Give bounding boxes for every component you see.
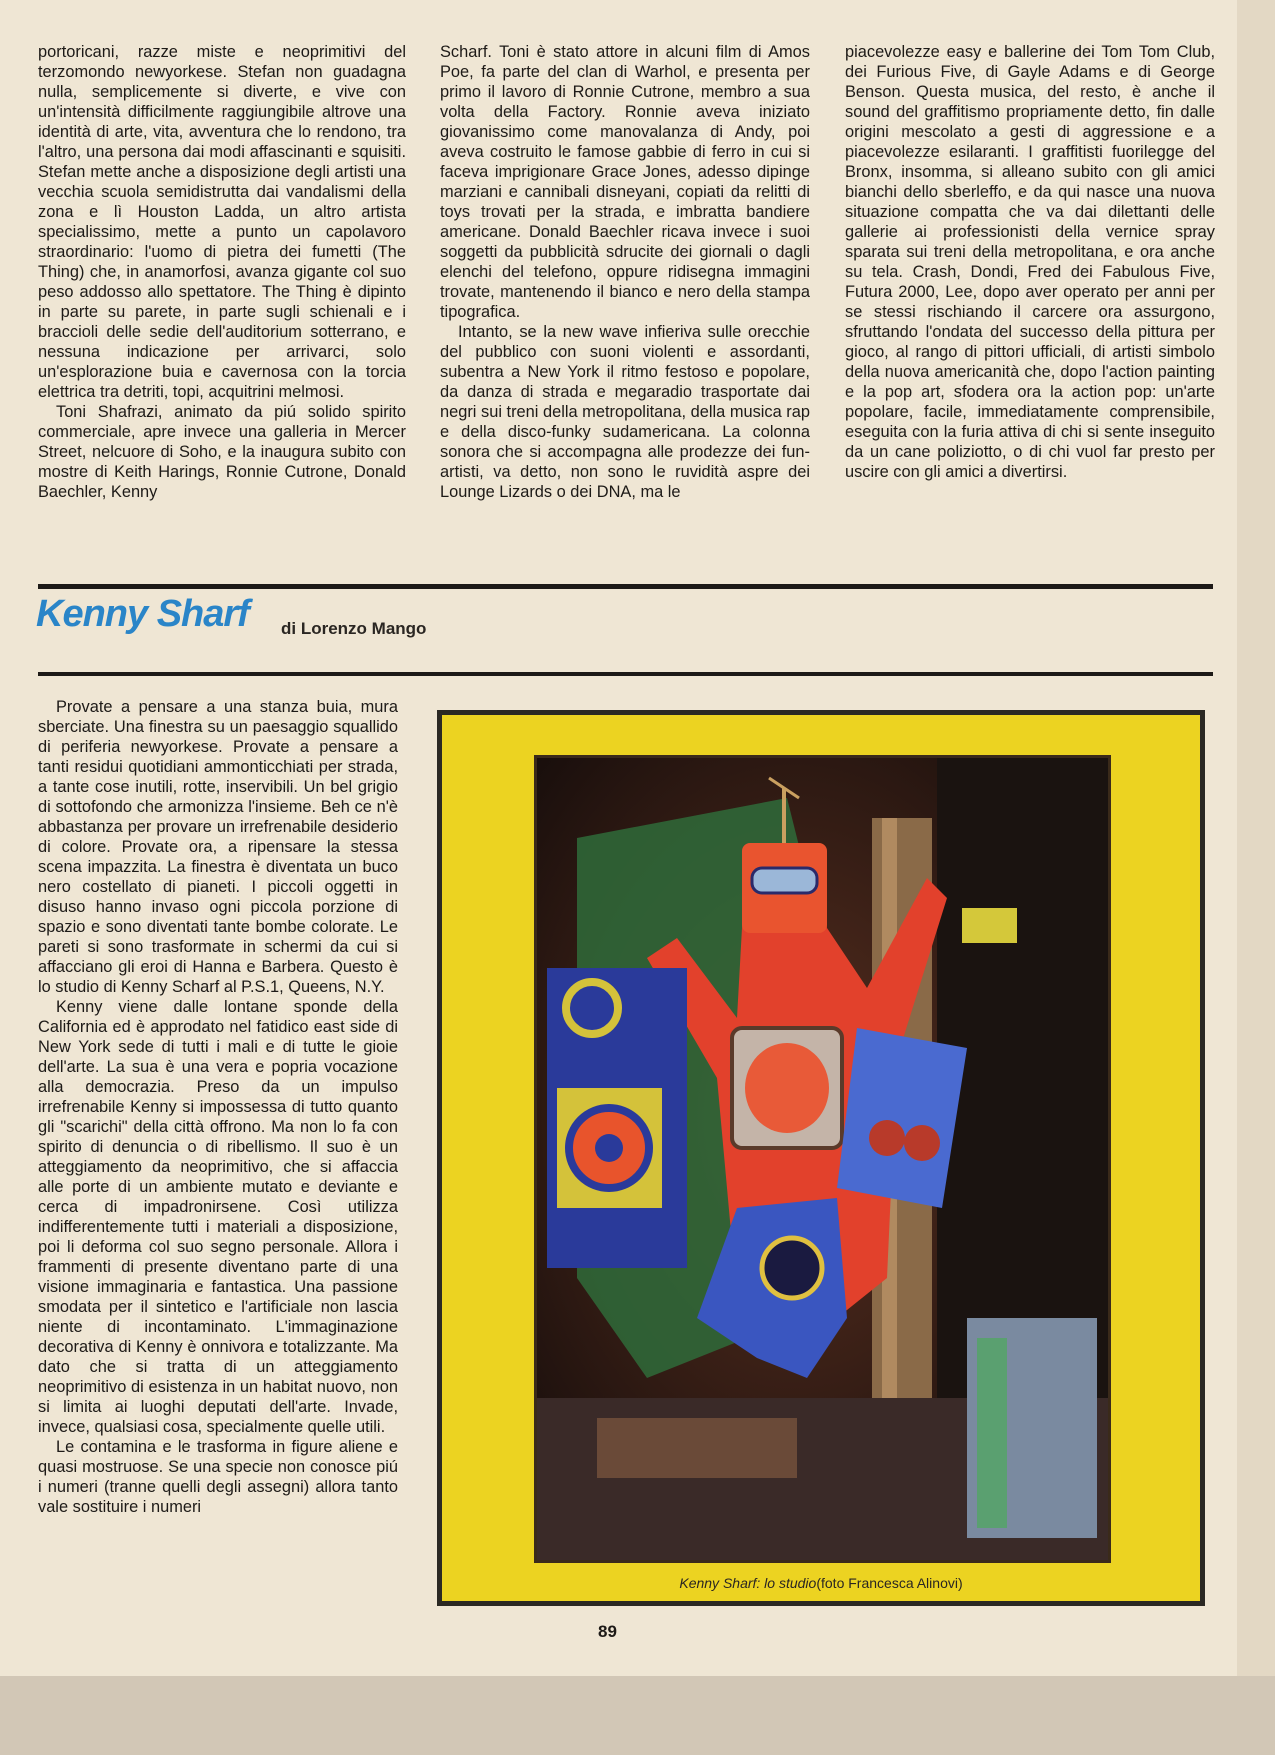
paragraph: Toni Shafrazi, animato da piú solido spirito commerciale, apre invece una galleria in Mercer Street, nelcuore di Soho, e la inaugura subito con mostre di Keith Harings, Ronnie Cutrone, Donald Baechler, Kenny <box>38 403 406 501</box>
figure-panel <box>437 710 1205 1606</box>
paragraph: Provate a pensare a una stanza buia, mura sberciate. Una finestra su un paesaggio squallido di periferia newyorkese. Provate a pensare a tanti residui quotidiani ammonticchiati per strada, a tante cose inutili, rotte, inservibili. Un bel grigio di sottofondo che armonizza l'insieme. Beh ce n'è abbastanza per provare un irrefrenabile desiderio di colore. Provate ora, a ripensare la stessa scena impazzita. La finestra è diventata un buco nero costellato di pianeti. I piccoli oggetti in disuso hanno invaso ogni piccola porzione di spazio e sono diventati tante bombe colorate. Le pareti si sono trasformate in schermi da cui si affacciano gli eroi di Hanna e Barbera. Questo è lo studio di Kenny Scharf al P.S.1, Queens, N.Y. <box>38 698 398 996</box>
top-column-2 <box>440 42 810 502</box>
article-column <box>38 697 398 1517</box>
figure-caption <box>442 1575 1200 1591</box>
top-column-1 <box>38 42 406 502</box>
page-edge <box>1237 0 1275 1676</box>
paragraph: Le contamina e le trasforma in figure aliene e quasi mostruose. Se una specie non conosce piú i numeri (tranne quelli degli assegni) allora tanto vale sostituire i numeri <box>38 1438 398 1516</box>
paragraph: Intanto, se la new wave infieriva sulle orecchie del pubblico con suoni violenti e assordanti, subentra a New York il ritmo festoso e popolare, da danza di strada e megaradio trasportate dai negri sui treni della metropolitana, della musica rap e della disco-funky sudamericana. La colonna sonora che si accompagna alle prodezze dei fun-artisti, va detto, non sono le ruvidità aspre dei Lounge Lizards o dei DNA, ma le <box>440 323 810 501</box>
section-rule-top <box>38 584 1213 589</box>
article-byline: di Lorenzo Mango <box>281 619 427 638</box>
top-column-3 <box>845 42 1215 482</box>
paragraph: piacevolezze easy e ballerine dei Tom Tom Club, dei Furious Five, di Gayle Adams e di George Benson. Questa musica, del resto, è anche il sound del graffitismo propriamente detto, fin dalle origini mescolato a gesti di aggressione e a piacevolezze esilaranti. I graffitisti fuorilegge del Bronx, insomma, si alleano subito con gli amici bianchi dello sberleffo, e da qui nasce una nuova situazione compatta che va dai dilettanti delle gallerie ai professionisti della vernice spray sparata sui treni della metropolitana, e ora anche su tela. Crash, Dondi, Fred dei Fabulous Five, Futura 2000, Lee, dopo aver operato per anni per se stessi rischiando il carcere ora assurgono, sfruttando l'ondata del successo della pittura per gioco, al rango di pittori ufficiali, di artisti simbolo della nuova americanità che, dopo l'action painting e la pop art, sfodera ora la action pop: un'arte popolare, facile, immediatamente comprensibile, eseguita con la furia attiva di chi si sente inseguito da un cane poliziotto, o di chi vuol far presto per uscire con gli amici a divertirsi. <box>845 43 1215 481</box>
caption-main: Kenny Sharf: lo studio <box>679 1575 817 1591</box>
page-bottom-edge <box>0 1676 1275 1755</box>
robot-sculpture-image <box>537 758 1108 1560</box>
caption-credit: (foto Francesca Alinovi) <box>816 1575 963 1591</box>
studio-photo <box>534 755 1111 1563</box>
page-number: 89 <box>598 1622 617 1641</box>
section-rule-bottom <box>38 672 1213 676</box>
paragraph: Kenny viene dalle lontane sponde della California ed è approdato nel fatidico east side di New York sede di tutti i mali e di tutte le gioie dell'arte. La sua è una vera e popria vocazione alla democrazia. Preso da un impulso irrefrenabile Kenny si impossessa di tutto quanto gli "scarichi" della città offrono. Ma non lo fa con spirito di denuncia o di ribellismo. Il suo è un atteggiamento da neoprimitivo, che si affaccia alle porte di un ambiente mutato e deviante e cerca di impadronirsene. Così utilizza indifferentemente tutti i materiali a disposizione, poi li deforma col suo segno personale. Allora i frammenti di presente diventano parte di una visione immaginaria e fantastica. Una passione smodata per il sintetico e l'artificiale non lascia niente di incontaminato. L'immaginazione decorativa di Kenny è onnivora e totalizzante. Ma dato che si tratta di un atteggiamento neoprimitivo di esistenza in un habitat nuovo, non si limita ai luoghi deputati dell'arte. Invade, invece, qualsiasi cosa, specialmente quelle utili. <box>38 998 398 1436</box>
article-title: Kenny Sharf <box>36 593 249 635</box>
paragraph: portoricani, razze miste e neoprimitivi del terzomondo newyorkese. Stefan non guadagna nulla, semplicemente si diverte, e vive con un'intensità difficilmente raggiungibile altrove una identità di arte, vita, avventura che lo rendono, tra l'altro, una persona dai modi affascinanti e squisiti. Stefan mette anche a disposizione degli artisti una vecchia scuola semidistrutta dai vandalismi della zona e lì Houston Ladda, un altro artista specialissimo, mette a punto un capolavoro straordinario: l'uomo di pietra dei fumetti (The Thing) che, in anamorfosi, avanza gigante col suo peso addosso allo spettatore. The Thing è dipinto in parte su parete, in parte sugli schienali e i braccioli delle sedie dell'auditorium sotterrano, e nessuna indicazione per arrivarci, solo un'esplorazione buia e cavernosa con la torcia elettrica tra detriti, topi, acquitrini melmosi. <box>38 43 406 401</box>
paragraph: Scharf. Toni è stato attore in alcuni film di Amos Poe, fa parte del clan di Warhol, e presenta per primo il lavoro di Ronnie Cutrone, membro a sua volta della Factory. Ronnie aveva iniziato giovanissimo come manovalanza di Andy, poi aveva costruito le famose gabbie di ferro in cui si faceva imprigionare Grace Jones, adesso dipinge marziani e cannibali disneyani, copiati da relitti di toys trovati per la strada, e imbratta bandiere americane. Donald Baechler ricava invece i suoi soggetti da pubblicità sdrucite dei giornali o dagli elenchi del telefono, oppure ridisegna immagini trovate, mantenendo il bianco e nero della stampa tipografica. <box>440 43 810 321</box>
